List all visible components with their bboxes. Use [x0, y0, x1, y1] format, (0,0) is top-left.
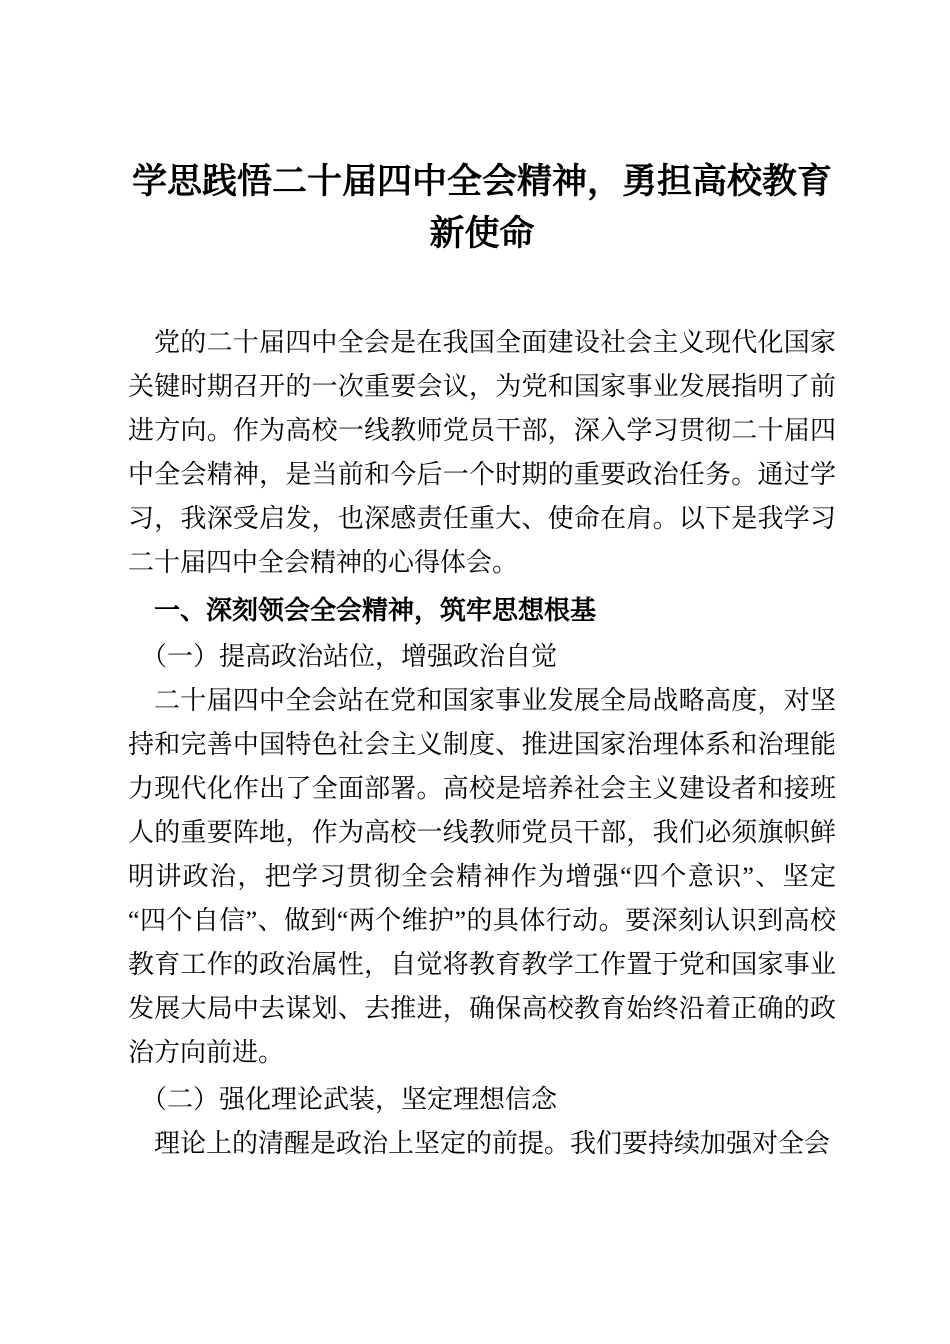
paragraph-intro: 党的二十届四中全会是在我国全面建设社会主义现代化国家关键时期召开的一次重要会议，为党和国家事业发展指明了前进方向。作为高校一线教师党员干部，深入学习贯彻二十届四中全会精神，是当前和今后一个时期的重要政治任务。通过学习，我深受启发，也深感责任重大、使命在肩。以下是我学习二十届四中全会精神的心得体会。 — [128, 328, 836, 577]
section-heading-1: 一、深刻领会全会精神，筑牢思想根基 — [154, 595, 597, 625]
subsection-heading-1-1: （一）提高政治站位，增强政治自觉 — [141, 642, 558, 671]
paragraph-section-1-2: 理论上的清醒是政治上坚定的前提。我们要持续加强对全会 — [154, 1129, 831, 1158]
document-title: 学思践悟二十届四中全会精神，勇担高校教育新使命 — [131, 162, 832, 253]
paragraph-section-1-1: 二十届四中全会站在党和国家事业发展全局战略高度，对坚持和完善中国特色社会主义制度、推进国家治理体系和治理能力现代化作出了全面部署。高校是培养社会主义建设者和接班人的重要阵地，作为高校一线教师党员干部，我们必须旗帜鲜明讲政治，把学习贯彻全会精神作为增强“四个意识”、坚定“四个自信”、做到“两个维护”的具体行动。要深刻认识到高校教育工作的政治属性，自觉将教育教学工作置于党和国家事业发展大局中去谋划、去推进，确保高校教育始终沿着正确的政治方向前进。 — [128, 686, 836, 1067]
subsection-heading-1-2: （二）强化理论武装，坚定理想信念 — [141, 1085, 558, 1114]
document-body — [128, 321, 836, 1166]
